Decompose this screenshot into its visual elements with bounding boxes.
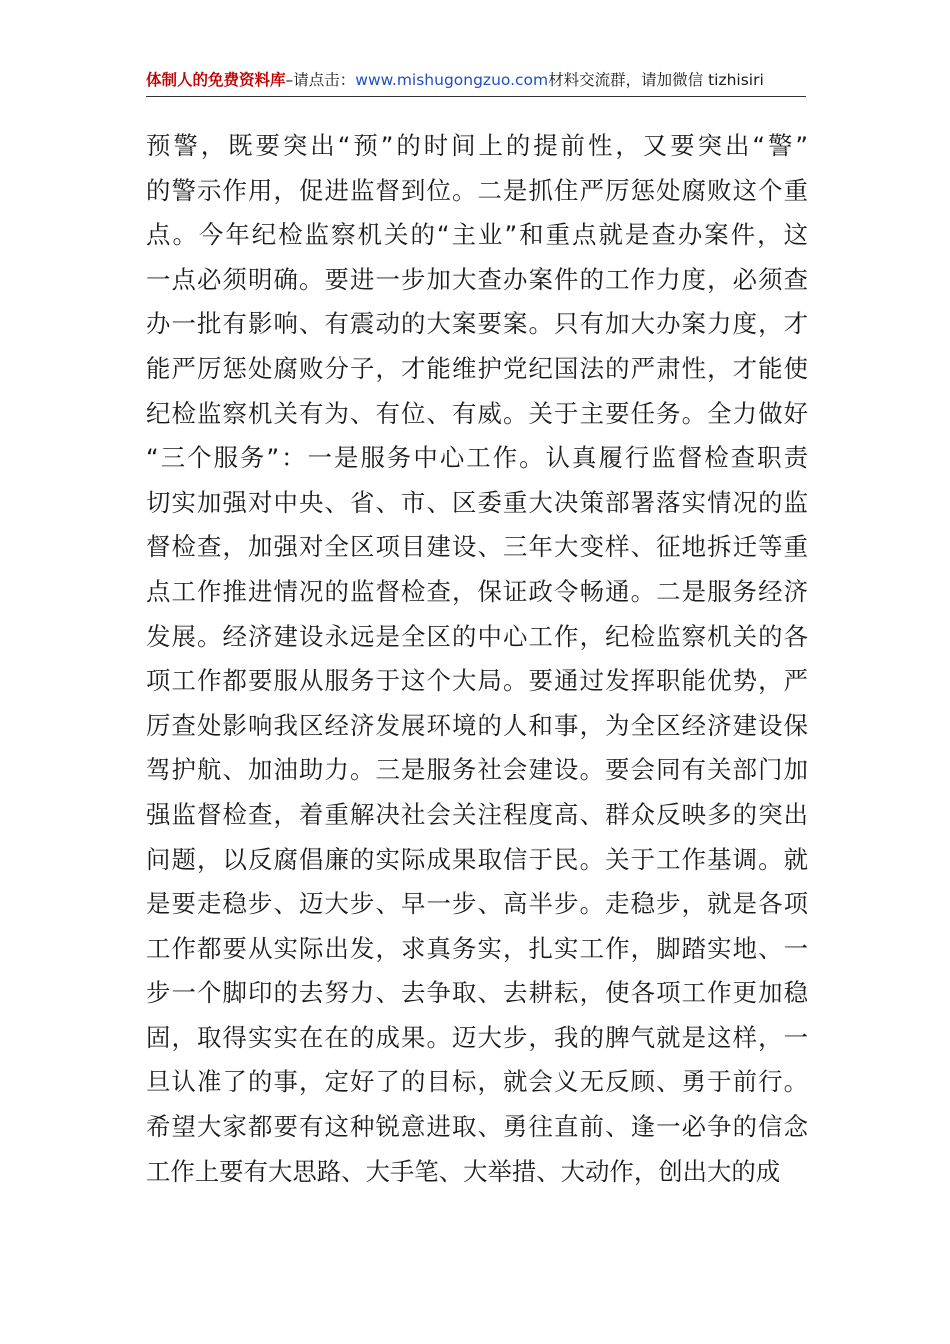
- text-line: 点。今年纪检监察机关的“主业”和重点就是查办案件，这: [146, 220, 808, 250]
- text-line: 步一个脚印的去努力、去争取、去耕耘，使各项工作更加稳: [146, 978, 808, 1008]
- text-line: 工作都要从实际出发，求真务实，扎实工作，脚踏实地、一: [146, 933, 808, 963]
- text-line: 能严厉惩处腐败分子，才能维护党纪国法的严肃性，才能使: [146, 353, 808, 383]
- text-line: 纪检监察机关有为、有位、有威。关于主要任务。全力做好: [146, 398, 808, 428]
- text-line: 希望大家都要有这种锐意进取、勇往直前、逢一必争的信念: [146, 1112, 808, 1142]
- site-url-link[interactable]: www.mishugongzuo.com: [355, 71, 549, 89]
- document-body: [146, 124, 808, 1194]
- text-line: 切实加强对中央、省、市、区委重大决策部署落实情况的监: [146, 487, 808, 517]
- text-line: 工作上要有大思路、大手笔、大举措、大动作，创出大的成: [146, 1156, 781, 1186]
- site-name: 体制人的免费资料库: [146, 71, 286, 89]
- text-line: 发展。经济建设永远是全区的中心工作，纪检监察机关的各: [146, 621, 808, 651]
- text-line: 的警示作用，促进监督到位。二是抓住严厉惩处腐败这个重: [146, 175, 808, 205]
- text-line: 驾护航、加油助力。三是服务社会建设。要会同有关部门加: [146, 755, 808, 785]
- text-line: 厉查处影响我区经济发展环境的人和事，为全区经济建设保: [146, 710, 808, 740]
- text-line: 是要走稳步、迈大步、早一步、高半步。走稳步，就是各项: [146, 889, 808, 919]
- text-line: 一点必须明确。要进一步加大查办案件的工作力度，必须查: [146, 264, 808, 294]
- wechat-note: 材料交流群，请加微信 tizhisiri: [548, 71, 764, 89]
- click-prompt: –请点击：: [285, 71, 356, 89]
- text-line: 办一批有影响、有震动的大案要案。只有加大办案力度，才: [146, 309, 808, 339]
- text-line: 督检查，加强对全区项目建设、三年大变样、征地拆迁等重: [146, 532, 808, 562]
- text-line: “三个服务”：一是服务中心工作。认真履行监督检查职责: [146, 443, 808, 473]
- text-line: 固，取得实实在在的成果。迈大步，我的脾气就是这样，一: [146, 1022, 808, 1052]
- text-line: 问题，以反腐倡廉的实际成果取信于民。关于工作基调。就: [146, 844, 808, 874]
- text-line: 预警，既要突出“预”的时间上的提前性，又要突出“警”: [146, 131, 808, 160]
- text-line: 点工作推进情况的监督检查，保证政令畅通。二是服务经济: [146, 576, 808, 606]
- text-line: 旦认准了的事，定好了的目标，就会义无反顾、勇于前行。: [146, 1067, 808, 1097]
- text-line: 项工作都要服从服务于这个大局。要通过发挥职能优势，严: [146, 666, 808, 696]
- page-header: [146, 66, 806, 97]
- text-line: 强监督检查，着重解决社会关注程度高、群众反映多的突出: [146, 799, 808, 829]
